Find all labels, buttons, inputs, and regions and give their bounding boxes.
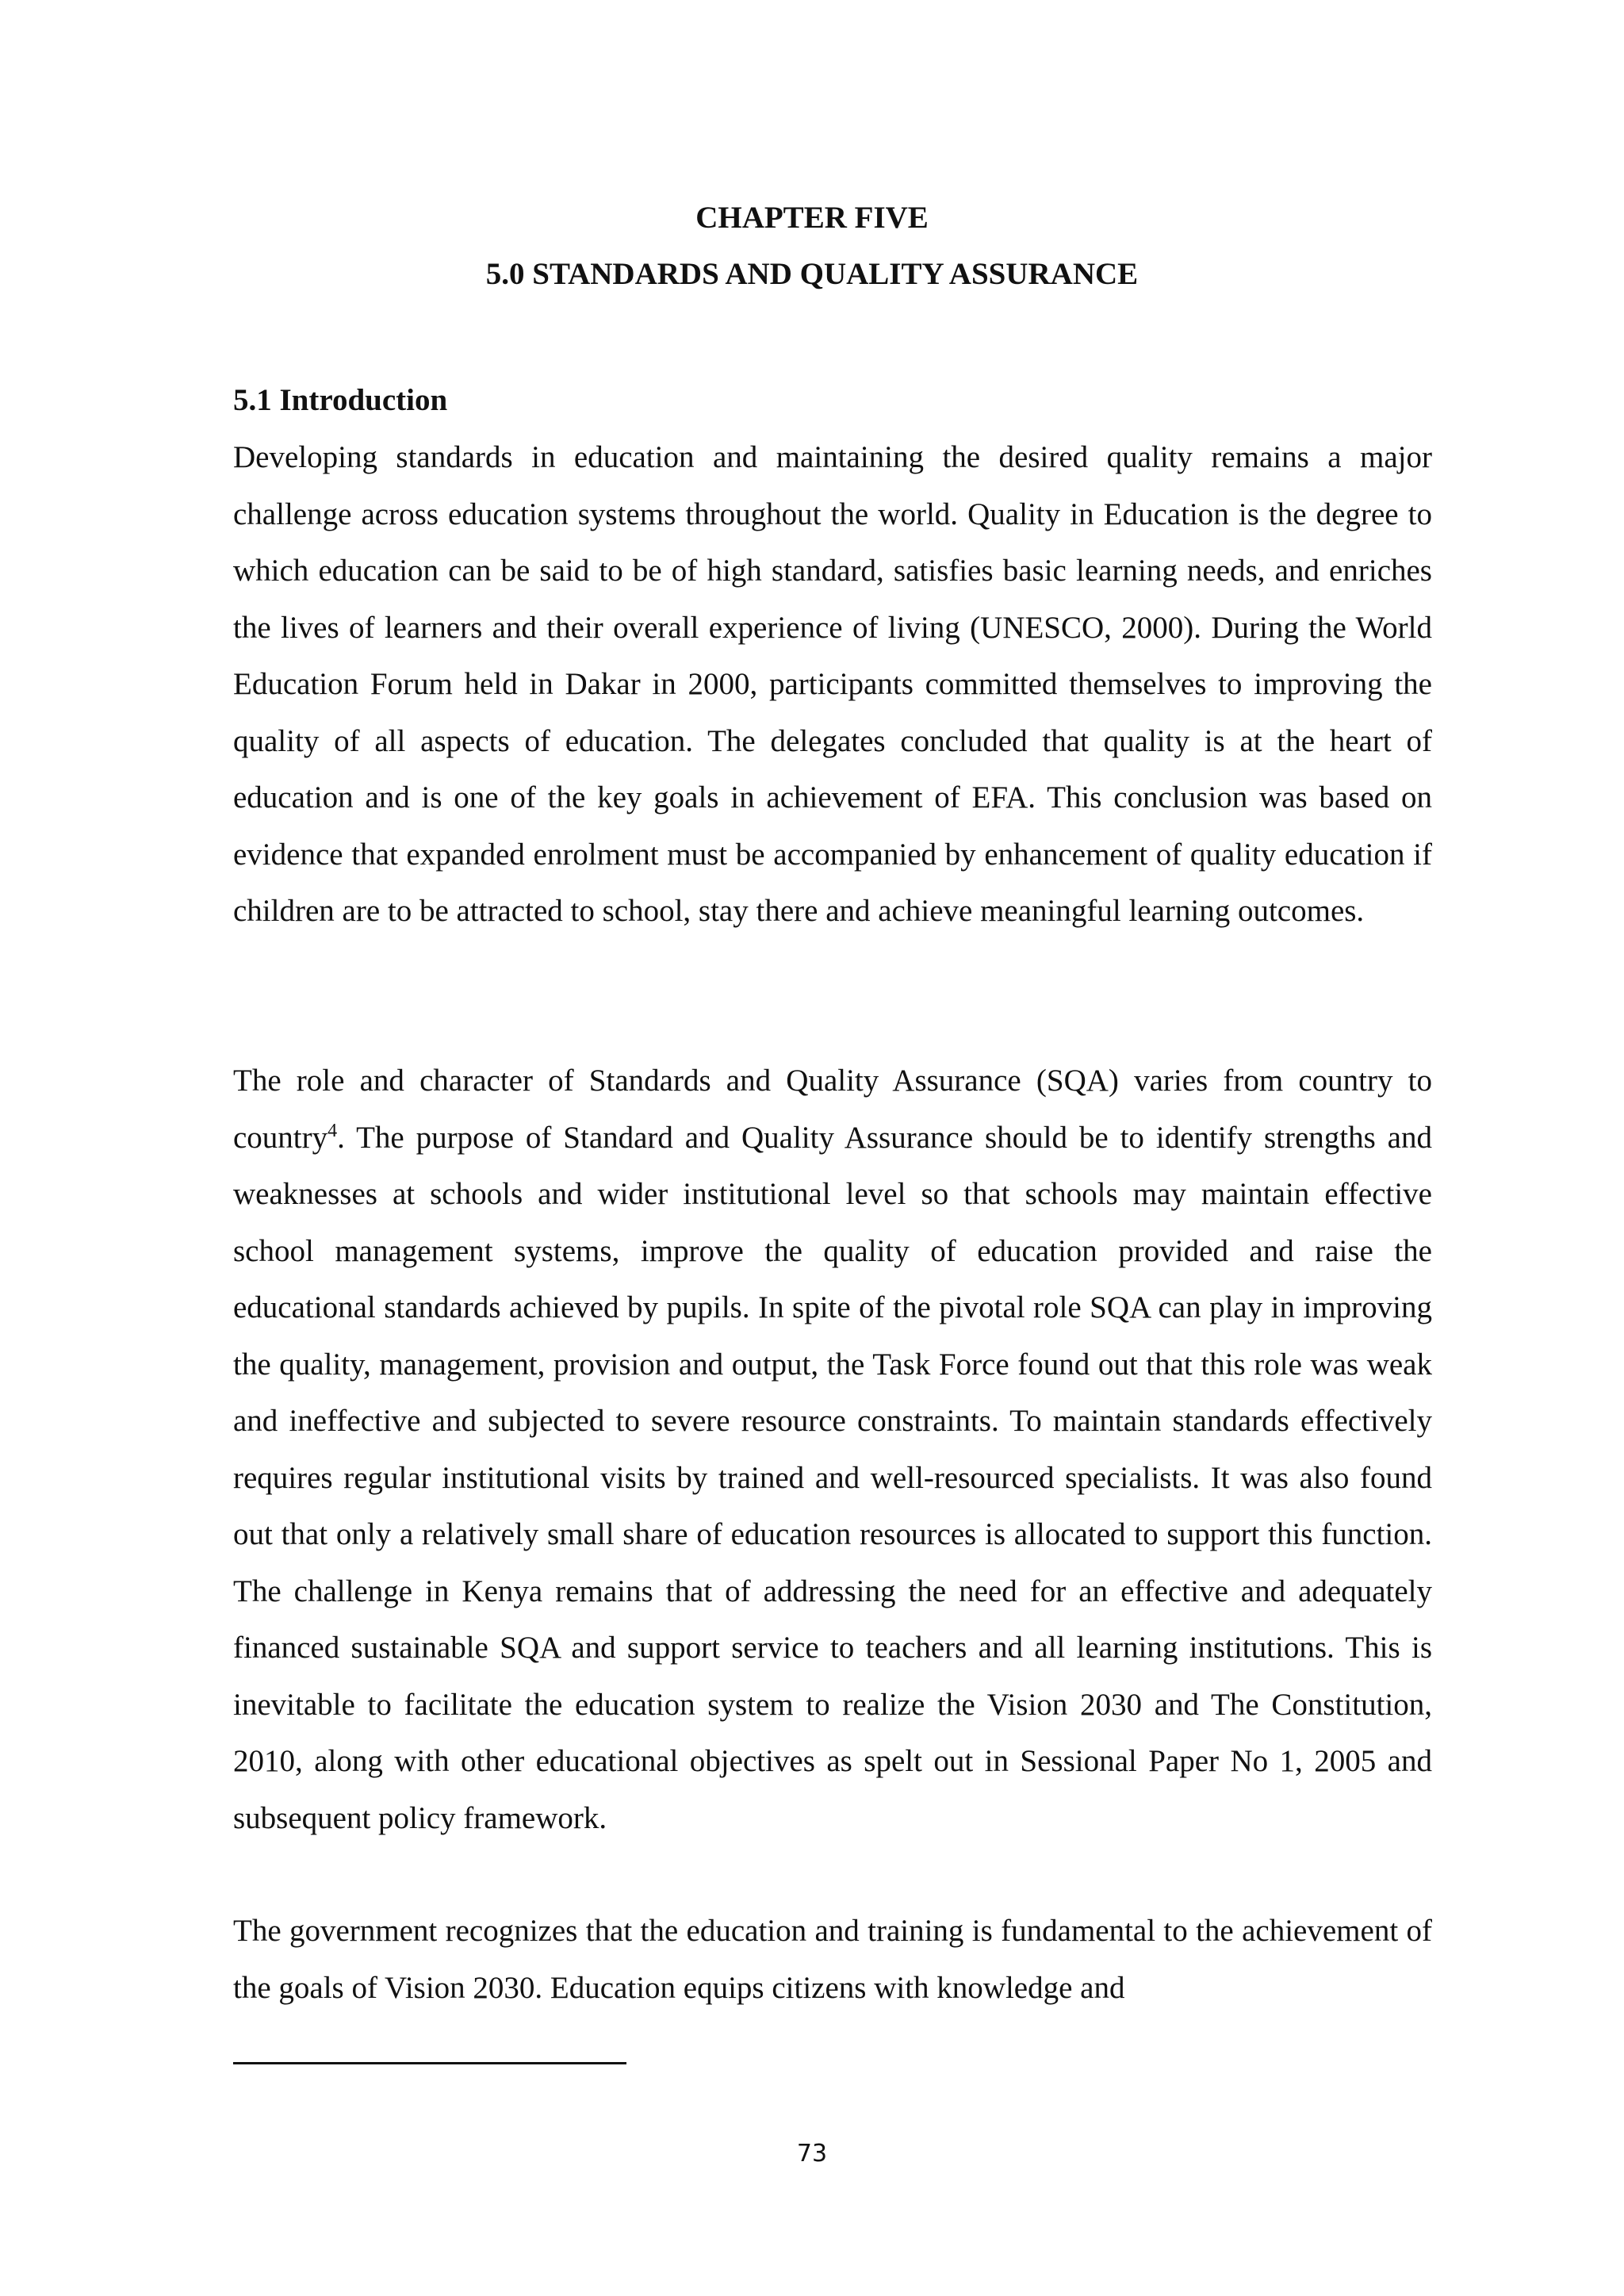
page-number: 73 (796, 2140, 828, 2168)
chapter-subtitle: 5.0 STANDARDS AND QUALITY ASSURANCE (485, 257, 1139, 291)
section-heading: 5.1 Introduction (233, 383, 448, 417)
chapter-title: CHAPTER FIVE (695, 201, 929, 235)
paragraph-sqa-role-start: The role and character of Standards and Quality Assurance (SQA) varies from country to country (233, 1064, 1432, 1155)
paragraph-introduction: Developing standards in education and maintaining the desired quality remains a major challenge across education systems throughout the world. Quality in Education is the degree to which education can be said to be of high standard, satisfies basic learning needs, and enriches the lives of learners and their overall experience of living (UNESCO, 2000). During the World Education Forum held in Dakar in 2000, participants committed themselves to improving the quality of all aspects of education. The delegates concluded that quality is at the heart of education and is one of the key goals in achievement of EFA. This conclusion was based on evidence that expanded enrolment must be accompanied by enhancement of quality education if children are to be attracted to school, stay there and achieve meaningful learning outcomes. (233, 440, 1432, 928)
paragraph-sqa-role-rest: . The purpose of Standard and Quality Assurance should be to identify strengths and weaknesses at schools and wider institutional level so that schools may maintain effective school management systems, improve the quality of education provided and raise the educational standards achieved by pupils. In spite of the pivotal role SQA can play in improving the quality, management, provision and output, the Task Force found out that this role was weak and ineffective and subjected to severe resource constraints. To maintain standards effectively requires regular institutional visits by trained and well-resourced specialists. It was also found out that only a relatively small share of education resources is allocated to support this function. The challenge in Kenya remains that of addressing the need for an effective and adequately financed sustainable SQA and support service to teachers and all learning institutions. This is inevitable to facilitate the education system to realize the Vision 2030 and The Constitution, 2010, along with other educational objectives as spelt out in Sessional Paper No 1, 2005 and subsequent policy framework. (233, 1120, 1432, 1835)
footnote-marker: 4 (327, 1120, 338, 1141)
footnote-divider (233, 2062, 626, 2064)
paragraph-sqa-role (233, 1052, 1432, 1846)
paragraph-government: The government recognizes that the education and training is fundamental to the achievement of the goals of Vision 2030. Education equips citizens with knowledge and (233, 1914, 1432, 2005)
